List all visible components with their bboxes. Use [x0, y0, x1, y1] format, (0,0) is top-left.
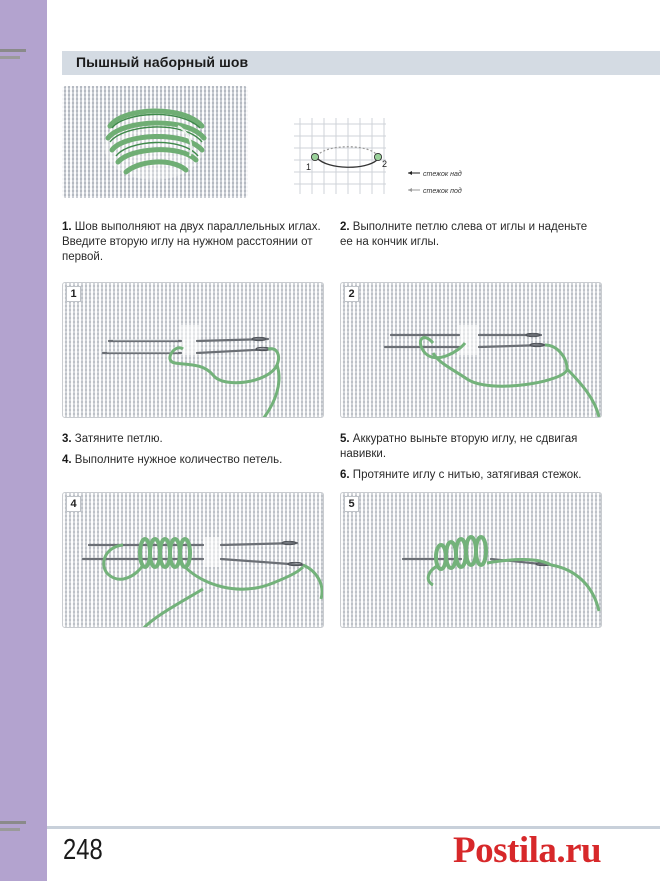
instruction-step-5 — [340, 432, 602, 462]
step-photo-1 — [62, 282, 324, 418]
step-text: Протяните иглу с нитью, затягивая стежок. — [352, 469, 582, 481]
step-number: 3. — [62, 433, 72, 445]
side-tick-mark — [0, 821, 26, 824]
step-text: Шов выполняют на двух параллельных иглах. Введите вторую иглу на нужном расстоянии от первой. — [62, 221, 321, 263]
diagram-point-1 — [311, 153, 318, 160]
step-text: Аккуратно выньте вторую иглу, не сдвигая навивки. — [340, 433, 578, 460]
page-title: Пышный наборный шов — [76, 54, 249, 70]
step-text: Затяните петлю. — [74, 433, 163, 445]
legend-under-text: стежок под — [423, 188, 462, 195]
photo-number: 5 — [344, 496, 359, 512]
page-number: 248 — [63, 834, 103, 866]
step-text: Выполните петлю слева от иглы и наденьте ее на кончик иглы. — [340, 221, 588, 248]
finished-stitch-illustration — [62, 86, 248, 198]
instruction-step-4 — [62, 453, 330, 468]
photo-number: 2 — [344, 286, 359, 302]
diagram-label-1: 1 — [306, 162, 312, 172]
step-photo-2 — [340, 282, 602, 418]
photo-number: 4 — [66, 496, 81, 512]
step-number: 4. — [62, 454, 72, 466]
step-photo-5 — [340, 492, 602, 628]
diagram-label-2: 2 — [382, 159, 388, 169]
step-number: 2. — [340, 221, 350, 233]
instruction-step-2 — [340, 220, 602, 250]
watermark-logo[interactable]: Postila.ru — [453, 830, 602, 871]
step-number: 6. — [340, 469, 350, 481]
photo-number: 1 — [66, 286, 81, 302]
stitch-diagram — [286, 116, 502, 200]
step-number: 5. — [340, 433, 350, 445]
side-tick-mark — [0, 49, 26, 52]
instruction-step-6 — [340, 468, 602, 483]
diagram-point-2 — [374, 153, 381, 160]
instruction-step-3 — [62, 432, 330, 447]
legend-over-text: стежок над — [423, 171, 462, 178]
step-text: Выполните нужное количество петель. — [74, 454, 283, 466]
side-tick-mark — [0, 56, 20, 59]
step-number: 1. — [62, 221, 72, 233]
instruction-step-1 — [62, 220, 330, 265]
step-photo-4 — [62, 492, 324, 628]
side-accent-bar — [0, 0, 47, 881]
side-tick-mark — [0, 828, 20, 831]
finished-stitch-photo — [62, 86, 248, 198]
